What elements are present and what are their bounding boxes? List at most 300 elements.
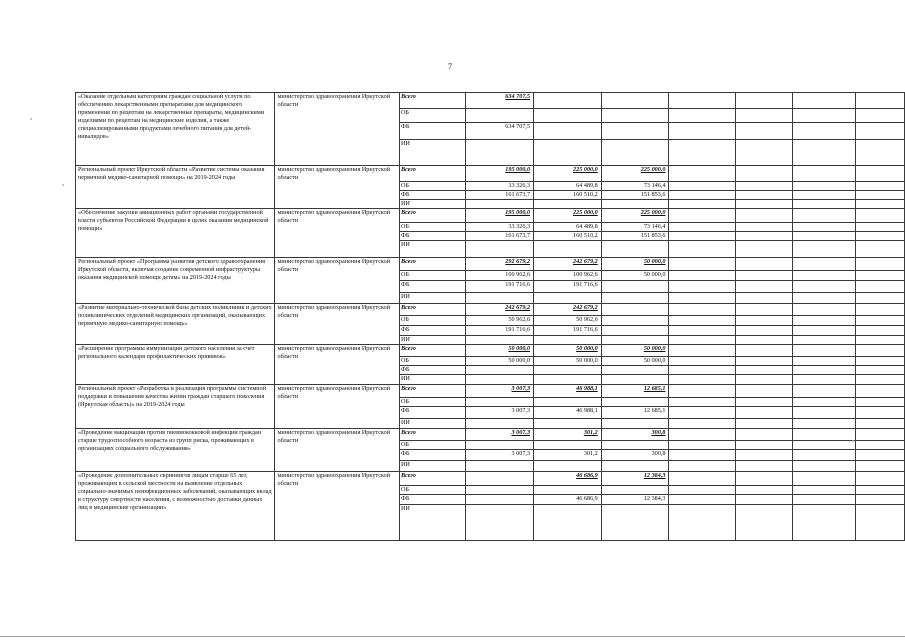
amount-cell bbox=[466, 109, 534, 123]
amount-cell: 73 146,4 bbox=[601, 182, 669, 191]
empty-cell bbox=[855, 316, 905, 326]
amount-cell: 225 000,0 bbox=[534, 209, 602, 223]
empty-cell bbox=[736, 182, 792, 191]
funding-source: ОБ bbox=[399, 182, 465, 191]
empty-cell bbox=[792, 441, 855, 450]
empty-cell bbox=[792, 461, 855, 472]
empty-cell bbox=[736, 441, 792, 450]
empty-cell bbox=[736, 345, 792, 357]
empty-cell bbox=[736, 429, 792, 441]
empty-cell bbox=[855, 293, 905, 304]
empty-cell bbox=[669, 366, 736, 375]
amount-cell: 50 000,0 bbox=[466, 357, 534, 366]
funding-source: ОБ bbox=[399, 398, 465, 407]
responsible-executor: министерство здравоохранения Иркутской области bbox=[275, 209, 399, 258]
empty-cell bbox=[792, 223, 855, 232]
empty-cell bbox=[792, 419, 855, 429]
amount-cell: 242 679,2 bbox=[534, 258, 602, 271]
empty-cell bbox=[855, 486, 905, 495]
amount-cell bbox=[534, 419, 602, 429]
empty-cell bbox=[792, 191, 855, 200]
funding-source: ФБ bbox=[399, 407, 465, 419]
empty-cell bbox=[669, 419, 736, 429]
funding-source: ИИ bbox=[399, 336, 465, 345]
funding-source: ФБ bbox=[399, 232, 465, 241]
funding-source: Всего bbox=[399, 258, 465, 271]
empty-cell bbox=[792, 450, 855, 461]
amount-cell: 12 384,3 bbox=[601, 472, 669, 486]
empty-cell bbox=[792, 182, 855, 191]
amount-cell: 634 707,5 bbox=[466, 93, 534, 109]
amount-cell: 161 673,7 bbox=[466, 191, 534, 200]
empty-cell bbox=[669, 461, 736, 472]
funding-source: ФБ bbox=[399, 366, 465, 375]
amount-cell bbox=[466, 293, 534, 304]
amount-cell: 160 510,2 bbox=[534, 232, 602, 241]
scan-dot bbox=[852, 440, 854, 442]
empty-cell bbox=[669, 441, 736, 450]
amount-cell bbox=[466, 461, 534, 472]
empty-cell bbox=[792, 345, 855, 357]
empty-cell bbox=[792, 366, 855, 375]
empty-cell bbox=[792, 495, 855, 505]
empty-cell bbox=[736, 385, 792, 398]
empty-cell bbox=[792, 109, 855, 123]
amount-cell: 50 000,0 bbox=[601, 271, 669, 281]
amount-cell bbox=[534, 461, 602, 472]
empty-cell bbox=[669, 326, 736, 336]
empty-cell bbox=[736, 419, 792, 429]
empty-cell bbox=[792, 398, 855, 407]
empty-cell bbox=[736, 495, 792, 505]
funding-source: ИИ bbox=[399, 293, 465, 304]
empty-cell bbox=[792, 326, 855, 336]
amount-cell bbox=[601, 304, 669, 316]
amount-cell bbox=[534, 93, 602, 109]
amount-cell bbox=[466, 200, 534, 209]
amount-cell bbox=[534, 140, 602, 166]
amount-cell: 300,8 bbox=[601, 450, 669, 461]
amount-cell bbox=[601, 336, 669, 345]
empty-cell bbox=[792, 123, 855, 140]
empty-cell bbox=[855, 336, 905, 345]
amount-cell bbox=[601, 375, 669, 385]
amount-cell bbox=[466, 375, 534, 385]
amount-cell bbox=[466, 336, 534, 345]
empty-cell bbox=[792, 93, 855, 109]
empty-cell bbox=[855, 93, 905, 109]
empty-cell bbox=[855, 209, 905, 223]
empty-cell bbox=[792, 241, 855, 258]
amount-cell: 634 707,5 bbox=[466, 123, 534, 140]
funding-source: ИИ bbox=[399, 140, 465, 166]
table-row bbox=[76, 93, 905, 109]
amount-cell: 3 007,3 bbox=[466, 407, 534, 419]
funding-source: ОБ bbox=[399, 223, 465, 232]
responsible-executor: министерство здравоохранения Иркутской области bbox=[275, 258, 399, 304]
amount-cell bbox=[534, 336, 602, 345]
empty-cell bbox=[669, 258, 736, 271]
empty-cell bbox=[855, 495, 905, 505]
empty-cell bbox=[669, 166, 736, 182]
amount-cell: 301,2 bbox=[534, 429, 602, 441]
empty-cell bbox=[855, 385, 905, 398]
empty-cell bbox=[792, 271, 855, 281]
funding-source: ИИ bbox=[399, 241, 465, 258]
empty-cell bbox=[736, 316, 792, 326]
empty-cell bbox=[736, 93, 792, 109]
empty-cell bbox=[855, 140, 905, 166]
empty-cell bbox=[669, 375, 736, 385]
empty-cell bbox=[792, 316, 855, 326]
empty-cell bbox=[736, 223, 792, 232]
empty-cell bbox=[669, 316, 736, 326]
empty-cell bbox=[669, 123, 736, 140]
table-row bbox=[76, 429, 905, 441]
amount-cell bbox=[466, 419, 534, 429]
funding-source: Всего bbox=[399, 166, 465, 182]
empty-cell bbox=[792, 429, 855, 441]
empty-cell bbox=[855, 461, 905, 472]
empty-cell bbox=[736, 140, 792, 166]
table-row bbox=[76, 472, 905, 486]
amount-cell: 12 384,3 bbox=[601, 495, 669, 505]
amount-cell: 50 000,0 bbox=[601, 258, 669, 271]
amount-cell bbox=[534, 109, 602, 123]
amount-cell bbox=[601, 140, 669, 166]
scan-line-bottom bbox=[0, 636, 905, 637]
amount-cell: 292 679,2 bbox=[466, 258, 534, 271]
empty-cell bbox=[855, 241, 905, 258]
amount-cell: 46 686,9 bbox=[534, 472, 602, 486]
amount-cell: 50 000,0 bbox=[466, 345, 534, 357]
empty-cell bbox=[669, 505, 736, 541]
measure-description: «Расширение программы иммунизации детского населения за счет регионального календаря профилактических прививок» bbox=[76, 345, 275, 385]
table-row bbox=[76, 304, 905, 316]
empty-cell bbox=[736, 232, 792, 241]
funding-source: Всего bbox=[399, 93, 465, 109]
empty-cell bbox=[792, 486, 855, 495]
empty-cell bbox=[736, 336, 792, 345]
funding-source: Всего bbox=[399, 345, 465, 357]
amount-cell bbox=[601, 293, 669, 304]
amount-cell: 242 679,2 bbox=[534, 304, 602, 316]
empty-cell bbox=[669, 271, 736, 281]
empty-cell bbox=[736, 293, 792, 304]
empty-cell bbox=[855, 109, 905, 123]
empty-cell bbox=[669, 281, 736, 293]
scan-dot bbox=[30, 118, 32, 120]
responsible-executor: министерство здравоохранения Иркутской области bbox=[275, 93, 399, 166]
empty-cell bbox=[736, 398, 792, 407]
measure-description: «Оказание отдельным категориям граждан социальной услуги по обеспечению лекарственными препаратами для медицинского применения по рецептам на лекарственные препараты, медицинскими изделиями по рецептам на медицинские изделия, а также специализированными продуктами лечебного питания для детей-инвалидов» bbox=[76, 93, 275, 166]
funding-source: ФБ bbox=[399, 281, 465, 293]
empty-cell bbox=[736, 450, 792, 461]
empty-cell bbox=[669, 345, 736, 357]
empty-cell bbox=[669, 191, 736, 200]
empty-cell bbox=[736, 166, 792, 182]
amount-cell: 50 962,6 bbox=[534, 316, 602, 326]
empty-cell bbox=[669, 293, 736, 304]
amount-cell bbox=[601, 419, 669, 429]
amount-cell bbox=[601, 109, 669, 123]
empty-cell bbox=[855, 281, 905, 293]
empty-cell bbox=[736, 357, 792, 366]
amount-cell bbox=[601, 316, 669, 326]
amount-cell bbox=[466, 366, 534, 375]
empty-cell bbox=[855, 271, 905, 281]
amount-cell: 191 716,6 bbox=[534, 281, 602, 293]
amount-cell: 50 000,0 bbox=[534, 357, 602, 366]
measure-description: Региональный проект Иркутской области «Развитие системы оказания первичной медико-санитарной помощи» на 2019-2024 годы bbox=[76, 166, 275, 209]
amount-cell bbox=[466, 140, 534, 166]
empty-cell bbox=[736, 209, 792, 223]
empty-cell bbox=[792, 357, 855, 366]
empty-cell bbox=[792, 375, 855, 385]
funding-source: ОБ bbox=[399, 357, 465, 366]
amount-cell: 225 000,0 bbox=[601, 209, 669, 223]
empty-cell bbox=[736, 281, 792, 293]
amount-cell: 33 326,3 bbox=[466, 182, 534, 191]
amount-cell bbox=[534, 398, 602, 407]
empty-cell bbox=[736, 407, 792, 419]
amount-cell: 161 673,7 bbox=[466, 232, 534, 241]
empty-cell bbox=[792, 472, 855, 486]
amount-cell bbox=[466, 398, 534, 407]
amount-cell bbox=[466, 441, 534, 450]
amount-cell: 191 716,6 bbox=[466, 281, 534, 293]
funding-source: ИИ bbox=[399, 375, 465, 385]
amount-cell bbox=[601, 123, 669, 140]
amount-cell bbox=[534, 293, 602, 304]
amount-cell: 50 000,0 bbox=[601, 357, 669, 366]
amount-cell: 64 489,8 bbox=[534, 182, 602, 191]
amount-cell: 33 326,3 bbox=[466, 223, 534, 232]
responsible-executor: министерство здравоохранения Иркутской области bbox=[275, 472, 399, 541]
amount-cell bbox=[466, 505, 534, 541]
amount-cell: 3 007,3 bbox=[466, 429, 534, 441]
scan-dot bbox=[62, 184, 64, 186]
empty-cell bbox=[792, 281, 855, 293]
amount-cell bbox=[601, 326, 669, 336]
empty-cell bbox=[792, 258, 855, 271]
amount-cell: 160 510,2 bbox=[534, 191, 602, 200]
empty-cell bbox=[736, 375, 792, 385]
amount-cell bbox=[601, 486, 669, 495]
empty-cell bbox=[669, 304, 736, 316]
amount-cell bbox=[466, 495, 534, 505]
empty-cell bbox=[792, 166, 855, 182]
amount-cell: 191 716,6 bbox=[534, 326, 602, 336]
empty-cell bbox=[855, 472, 905, 486]
amount-cell bbox=[601, 398, 669, 407]
empty-cell bbox=[669, 385, 736, 398]
funding-source: Всего bbox=[399, 304, 465, 316]
amount-cell bbox=[534, 486, 602, 495]
measure-description: Региональный проект «Разработка и реализация программы системной поддержки и повышения качества жизни граждан старшего поколения (Иркутская область)» на 2019-2024 годы bbox=[76, 385, 275, 429]
empty-cell bbox=[736, 258, 792, 271]
amount-cell: 3 007,3 bbox=[466, 450, 534, 461]
empty-cell bbox=[855, 366, 905, 375]
empty-cell bbox=[792, 385, 855, 398]
responsible-executor: министерство здравоохранения Иркутской области bbox=[275, 385, 399, 429]
page-number: 7 bbox=[448, 62, 452, 71]
responsible-executor: министерство здравоохранения Иркутской области bbox=[275, 166, 399, 209]
empty-cell bbox=[736, 191, 792, 200]
funding-source: Всего bbox=[399, 209, 465, 223]
empty-cell bbox=[669, 429, 736, 441]
empty-cell bbox=[669, 407, 736, 419]
responsible-executor: министерство здравоохранения Иркутской области bbox=[275, 345, 399, 385]
amount-cell: 50 000,0 bbox=[601, 345, 669, 357]
amount-cell bbox=[601, 461, 669, 472]
empty-cell bbox=[792, 505, 855, 541]
empty-cell bbox=[792, 293, 855, 304]
funding-source: ОБ bbox=[399, 109, 465, 123]
table-row bbox=[76, 345, 905, 357]
funding-source: Всего bbox=[399, 385, 465, 398]
empty-cell bbox=[669, 357, 736, 366]
empty-cell bbox=[669, 336, 736, 345]
amount-cell: 100 962,6 bbox=[534, 271, 602, 281]
empty-cell bbox=[736, 123, 792, 140]
amount-cell: 3 007,3 bbox=[466, 385, 534, 398]
funding-source: ИИ bbox=[399, 505, 465, 541]
amount-cell bbox=[601, 93, 669, 109]
amount-cell: 46 686,9 bbox=[534, 495, 602, 505]
empty-cell bbox=[736, 366, 792, 375]
measure-description: «Проведение вакцинации против пневмококковой инфекции граждан старше трудоспособного возраста из групп риска, проживающих в организациях социального обслуживания» bbox=[76, 429, 275, 472]
empty-cell bbox=[855, 505, 905, 541]
empty-cell bbox=[855, 223, 905, 232]
empty-cell bbox=[792, 209, 855, 223]
empty-cell bbox=[855, 166, 905, 182]
amount-cell bbox=[601, 366, 669, 375]
amount-cell bbox=[601, 241, 669, 258]
funding-source: ОБ bbox=[399, 316, 465, 326]
measure-description: «Проведение дополнительных скринингов лицам старше 65 лет, проживающим в сельской местности на выявление отдельных социально-значимых неинфекционных заболеваний, оказывающих вклад в структуру смертности населения, с возможностью доставки данных лиц в медицинские организации» bbox=[76, 472, 275, 541]
funding-source: Всего bbox=[399, 472, 465, 486]
amount-cell: 100 962,6 bbox=[466, 271, 534, 281]
empty-cell bbox=[736, 472, 792, 486]
empty-cell bbox=[855, 419, 905, 429]
empty-cell bbox=[669, 140, 736, 166]
amount-cell: 73 146,4 bbox=[601, 223, 669, 232]
empty-cell bbox=[669, 109, 736, 123]
empty-cell bbox=[736, 505, 792, 541]
amount-cell bbox=[534, 200, 602, 209]
measure-description: «Развитие материально-технической базы детских поликлиник и детских поликлинических отделений медицинских организаций, оказывающих первичную медико-санитарную помощь» bbox=[76, 304, 275, 345]
empty-cell bbox=[669, 200, 736, 209]
empty-cell bbox=[669, 232, 736, 241]
amount-cell: 195 000,0 bbox=[466, 209, 534, 223]
amount-cell bbox=[534, 123, 602, 140]
empty-cell bbox=[855, 398, 905, 407]
empty-cell bbox=[736, 304, 792, 316]
empty-cell bbox=[855, 429, 905, 441]
funding-source: ИИ bbox=[399, 419, 465, 429]
empty-cell bbox=[669, 241, 736, 258]
empty-cell bbox=[792, 232, 855, 241]
amount-cell: 191 716,6 bbox=[466, 326, 534, 336]
empty-cell bbox=[855, 441, 905, 450]
empty-cell bbox=[669, 223, 736, 232]
amount-cell bbox=[534, 375, 602, 385]
amount-cell: 195 000,0 bbox=[466, 166, 534, 182]
amount-cell bbox=[466, 486, 534, 495]
responsible-executor: министерство здравоохранения Иркутской области bbox=[275, 304, 399, 345]
amount-cell bbox=[601, 441, 669, 450]
funding-source: ОБ bbox=[399, 486, 465, 495]
amount-cell: 301,2 bbox=[534, 450, 602, 461]
budget-table bbox=[75, 92, 905, 541]
amount-cell bbox=[534, 241, 602, 258]
empty-cell bbox=[736, 271, 792, 281]
empty-cell bbox=[736, 461, 792, 472]
funding-source: Всего bbox=[399, 429, 465, 441]
funding-source: ФБ bbox=[399, 326, 465, 336]
amount-cell: 225 000,0 bbox=[601, 166, 669, 182]
funding-source: ОБ bbox=[399, 271, 465, 281]
amount-cell bbox=[601, 281, 669, 293]
funding-source: ФБ bbox=[399, 495, 465, 505]
empty-cell bbox=[736, 109, 792, 123]
empty-cell bbox=[855, 375, 905, 385]
empty-cell bbox=[855, 304, 905, 316]
amount-cell: 242 679,2 bbox=[466, 304, 534, 316]
funding-source: ИИ bbox=[399, 461, 465, 472]
empty-cell bbox=[855, 182, 905, 191]
table-row bbox=[76, 166, 905, 182]
amount-cell bbox=[601, 200, 669, 209]
empty-cell bbox=[736, 241, 792, 258]
empty-cell bbox=[792, 200, 855, 209]
empty-cell bbox=[669, 495, 736, 505]
amount-cell: 151 853,6 bbox=[601, 232, 669, 241]
amount-cell: 64 489,8 bbox=[534, 223, 602, 232]
table-row bbox=[76, 209, 905, 223]
funding-source: ИИ bbox=[399, 200, 465, 209]
amount-cell: 12 685,1 bbox=[601, 407, 669, 419]
funding-source: ОБ bbox=[399, 441, 465, 450]
amount-cell bbox=[466, 472, 534, 486]
amount-cell bbox=[466, 241, 534, 258]
empty-cell bbox=[736, 486, 792, 495]
amount-cell bbox=[534, 505, 602, 541]
amount-cell: 50 000,0 bbox=[534, 345, 602, 357]
empty-cell bbox=[669, 450, 736, 461]
empty-cell bbox=[669, 93, 736, 109]
measure-description: Региональный проект «Программа развития детского здравоохранения Иркутской области, включая создание современной инфраструктуры оказания медицинской помощи детям» на 2019-2024 годы bbox=[76, 258, 275, 304]
empty-cell bbox=[792, 304, 855, 316]
empty-cell bbox=[669, 182, 736, 191]
amount-cell: 12 685,1 bbox=[601, 385, 669, 398]
empty-cell bbox=[669, 486, 736, 495]
table-row bbox=[76, 385, 905, 398]
empty-cell bbox=[855, 345, 905, 357]
empty-cell bbox=[669, 472, 736, 486]
empty-cell bbox=[855, 357, 905, 366]
measure-description: «Обеспечение закупки авиационных работ органами государственной власти субъектов Российской Федерации в целях оказания медицинской помощи» bbox=[76, 209, 275, 258]
funding-source: ФБ bbox=[399, 191, 465, 200]
empty-cell bbox=[669, 398, 736, 407]
empty-cell bbox=[855, 232, 905, 241]
empty-cell bbox=[855, 191, 905, 200]
empty-cell bbox=[855, 123, 905, 140]
empty-cell bbox=[855, 407, 905, 419]
amount-cell: 225 000,0 bbox=[534, 166, 602, 182]
funding-source: ФБ bbox=[399, 450, 465, 461]
